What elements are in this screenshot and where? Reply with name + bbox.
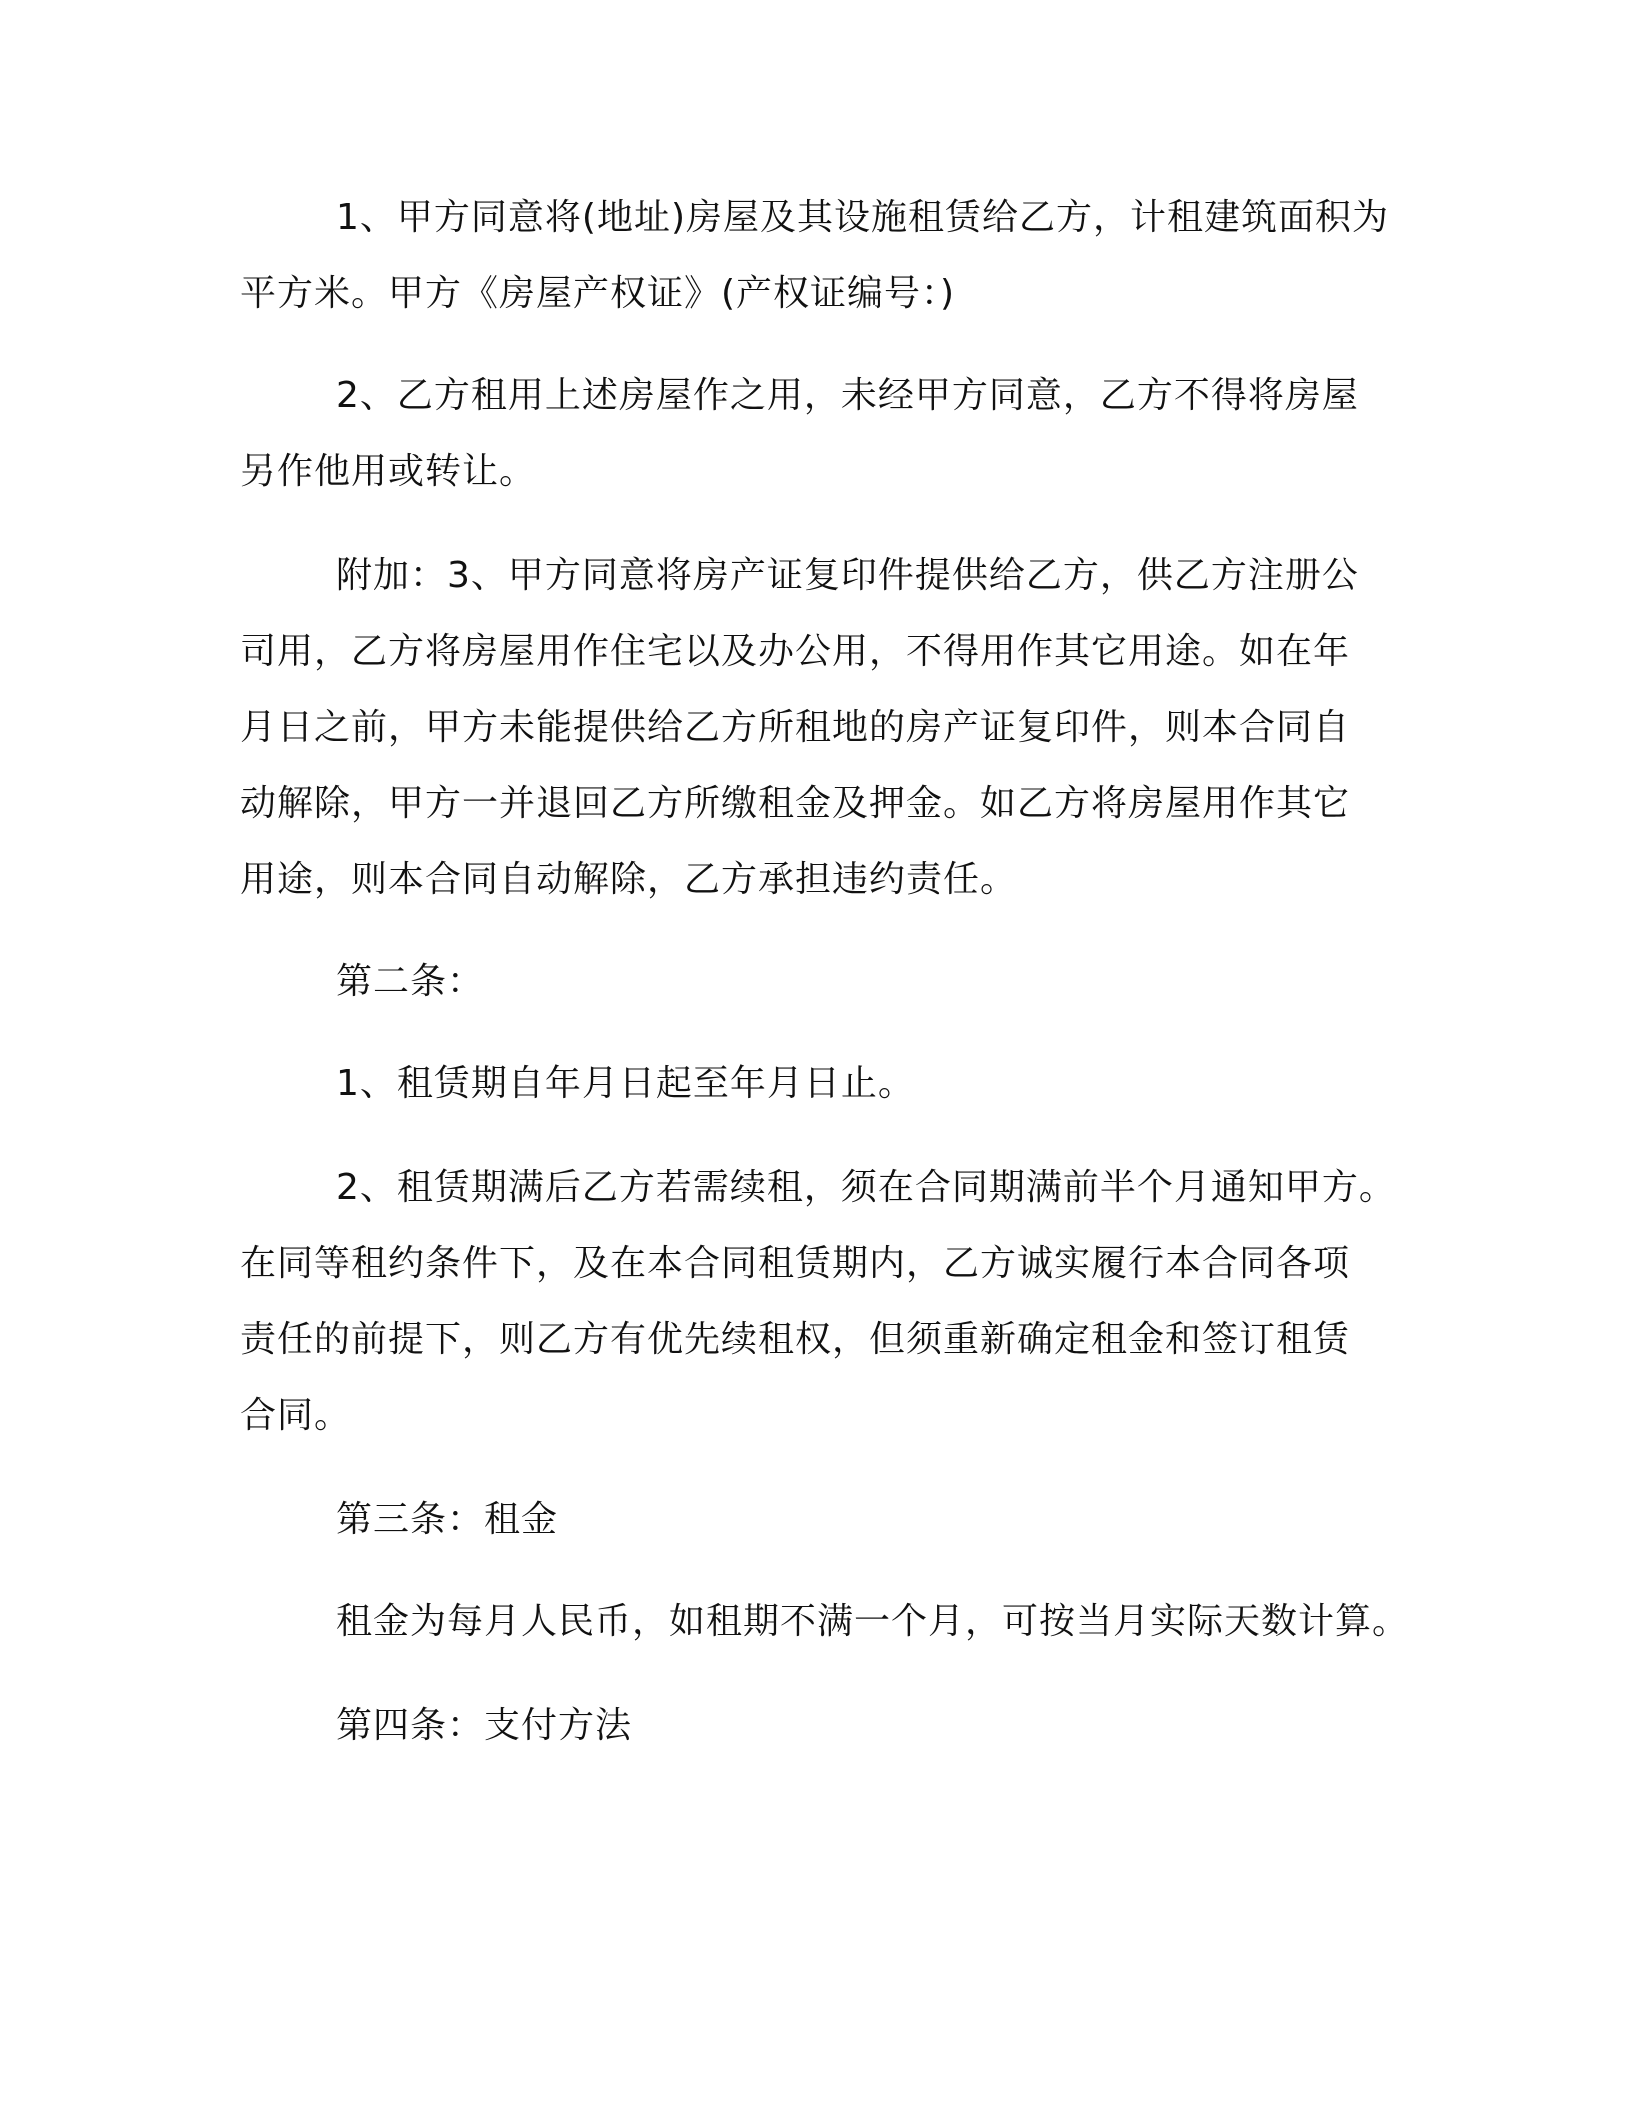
addendum-line-3: 月日之前，甲方未能提供给乙方所租地的房产证复印件，则本合同自 xyxy=(240,707,1351,748)
clause-2-line-1: 2、乙方租用上述房屋作之用，未经甲方同意，乙方不得将房屋 xyxy=(336,375,1359,416)
addendum-line-5: 用途，则本合同自动解除，乙方承担违约责任。 xyxy=(240,859,1018,900)
addendum-line-4: 动解除，甲方一并退回乙方所缴租金及押金。如乙方将房屋用作其它 xyxy=(240,783,1351,824)
rent-clause: 租金为每月人民币，如租期不满一个月，可按当月实际天数计算。 xyxy=(336,1601,1410,1642)
clause-2-line-2: 另作他用或转让。 xyxy=(240,451,537,492)
article-2-heading: 第二条： xyxy=(336,961,485,1002)
term-clause-1: 1、租赁期自年月日起至年月日止。 xyxy=(336,1063,915,1104)
addendum-line-2: 司用，乙方将房屋用作住宅以及办公用，不得用作其它用途。如在年 xyxy=(240,631,1351,672)
clause-1-line-2: 平方米。甲方《房屋产权证》(产权证编号：) xyxy=(240,273,956,314)
clause-1-line-1: 1、甲方同意将(地址)房屋及其设施租赁给乙方，计租建筑面积为 xyxy=(336,197,1389,238)
addendum-line-1: 附加：3、甲方同意将房产证复印件提供给乙方，供乙方注册公 xyxy=(336,555,1359,596)
term-clause-2-line-3: 责任的前提下，则乙方有优先续租权，但须重新确定租金和签订租赁 xyxy=(240,1319,1351,1360)
term-clause-2-line-1: 2、租赁期满后乙方若需续租，须在合同期满前半个月通知甲方。 xyxy=(336,1167,1396,1208)
article-3-heading: 第三条：租金 xyxy=(336,1499,559,1540)
article-4-heading: 第四条：支付方法 xyxy=(336,1705,633,1746)
term-clause-2-line-2: 在同等租约条件下，及在本合同租赁期内，乙方诚实履行本合同各项 xyxy=(240,1243,1351,1284)
term-clause-2-line-4: 合同。 xyxy=(240,1395,352,1436)
